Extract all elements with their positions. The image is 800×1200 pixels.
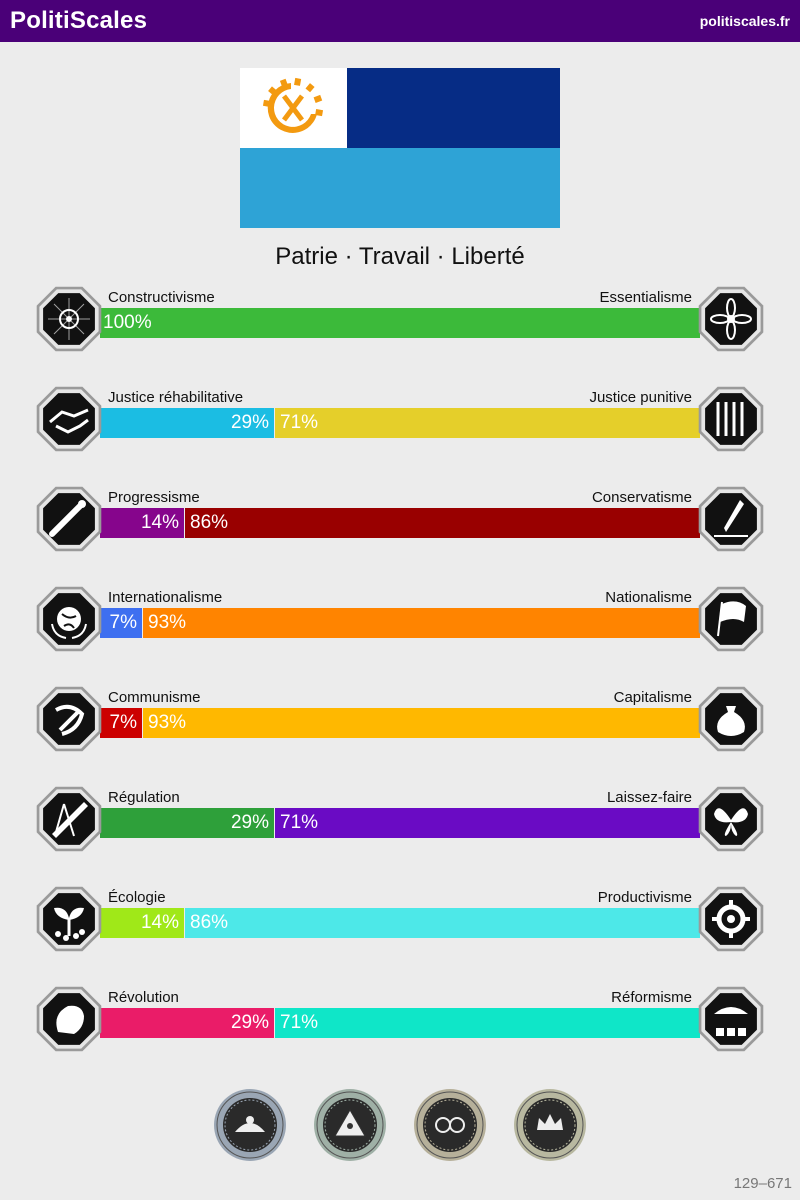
- axis-right-segment: 71%: [274, 1008, 700, 1038]
- axis-row: [0, 789, 800, 869]
- badges-row: [0, 1088, 800, 1164]
- axis-row: [0, 989, 800, 1069]
- gear-icon: [696, 884, 766, 954]
- flag: [240, 68, 560, 228]
- axis-right-segment: 86%: [184, 508, 700, 538]
- axis-right-segment: 86%: [184, 908, 700, 938]
- eye-web-icon: [34, 284, 104, 354]
- axis-left-segment: 7%: [100, 708, 142, 738]
- axis-right-segment: 93%: [142, 708, 700, 738]
- axis-right-label: Essentialisme: [599, 289, 692, 306]
- flower-icon: [696, 284, 766, 354]
- axis-left-segment: 29%: [100, 808, 274, 838]
- result-code: 129–671: [733, 1175, 792, 1192]
- axis-left-segment: 29%: [100, 1008, 274, 1038]
- axis-left-label: Écologie: [108, 889, 166, 906]
- axis-right-segment: 71%: [274, 408, 700, 438]
- axis-row: [0, 289, 800, 369]
- quill-icon: [696, 484, 766, 554]
- axis-left-segment: 100%: [100, 308, 700, 338]
- axis-score-bar: [100, 1008, 700, 1038]
- axis-score-bar: [100, 808, 700, 838]
- motto: Patrie · Travail · Liberté: [275, 243, 525, 270]
- butterfly-icon: [696, 784, 766, 854]
- axis-left-label: Communisme: [108, 689, 201, 706]
- conspiracy-pyramid-seal-icon: [313, 1088, 387, 1162]
- handshake-icon: [34, 384, 104, 454]
- top-bar: [0, 0, 800, 42]
- axis-left-label: Constructivisme: [108, 289, 215, 306]
- axis-row: [0, 589, 800, 669]
- flag-icon: [696, 584, 766, 654]
- axis-right-label: Réformisme: [611, 989, 692, 1006]
- axis-row: [0, 689, 800, 769]
- axis-left-label: Internationalisme: [108, 589, 223, 606]
- axis-left-label: Justice réhabilitative: [108, 389, 244, 406]
- axis-score-bar: [100, 908, 700, 938]
- axis-left-segment: 14%: [100, 908, 184, 938]
- prison-bars-icon: [696, 384, 766, 454]
- axis-row: [0, 489, 800, 569]
- globe-laurel-icon: [34, 584, 104, 654]
- axis-right-label: Nationalisme: [605, 589, 692, 606]
- axis-left-segment: 7%: [100, 608, 142, 638]
- axis-left-label: Progressisme: [108, 489, 200, 506]
- axis-right-label: Capitalisme: [613, 689, 692, 706]
- axis-right-segment: 93%: [142, 608, 700, 638]
- axis-row: [0, 389, 800, 469]
- axis-left-segment: 29%: [100, 408, 274, 438]
- axis-right-label: Conservatisme: [591, 489, 692, 506]
- site-link[interactable]: politiscales.fr: [699, 13, 790, 29]
- axis-score-bar: [100, 508, 700, 538]
- axis-right-label: Justice punitive: [589, 389, 692, 406]
- ruler-compass-icon: [34, 784, 104, 854]
- hammer-sickle-icon: [34, 684, 104, 754]
- axis-row: [0, 889, 800, 969]
- brand-title[interactable]: PolitiScales: [10, 7, 148, 34]
- axis-left-segment: 14%: [100, 508, 184, 538]
- missionary-seal-icon: [413, 1088, 487, 1162]
- axis-score-bar: [100, 608, 700, 638]
- comet-icon: [34, 484, 104, 554]
- parliament-icon: [696, 984, 766, 1054]
- axis-right-label: Laissez-faire: [606, 789, 692, 806]
- axis-left-label: Révolution: [108, 989, 179, 1006]
- money-bag-icon: [696, 684, 766, 754]
- axis-score-bar: [100, 408, 700, 438]
- monarchy-crown-seal-icon: [513, 1088, 587, 1162]
- axis-left-label: Régulation: [108, 789, 180, 806]
- axis-right-segment: 71%: [274, 808, 700, 838]
- axis-right-label: Productivisme: [597, 889, 692, 906]
- axis-score-bar: [100, 708, 700, 738]
- emperor-seal-icon: [213, 1088, 287, 1162]
- fist-icon: [34, 984, 104, 1054]
- sprout-icon: [34, 884, 104, 954]
- axis-score-bar: [100, 308, 700, 338]
